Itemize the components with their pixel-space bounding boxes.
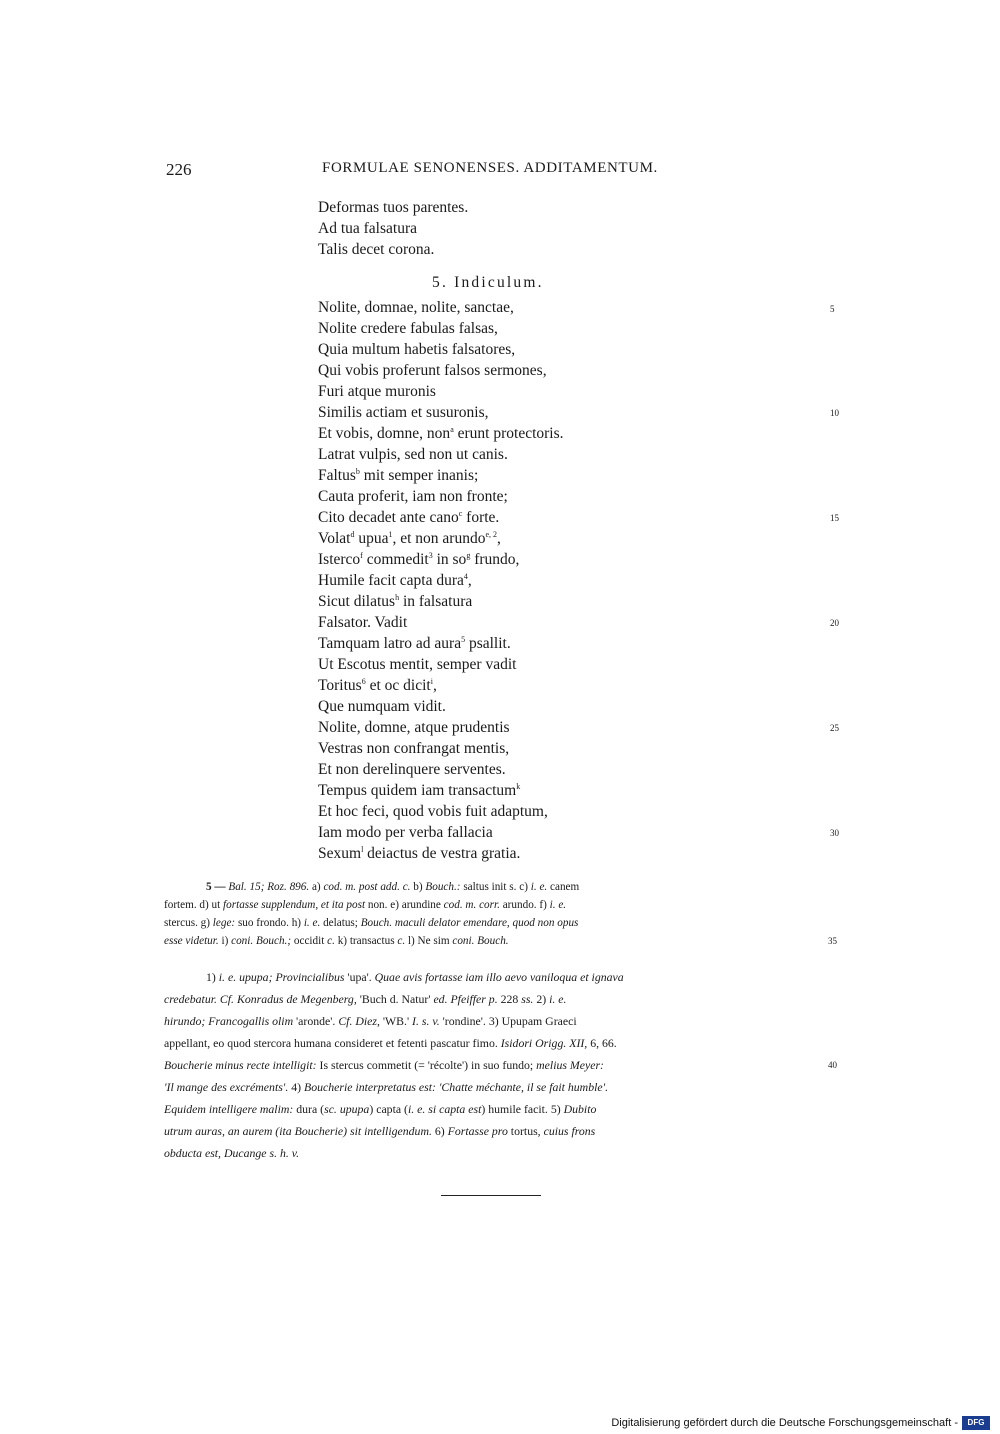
notes-text: 'WB.' [379, 1014, 413, 1028]
apparatus-line [206, 878, 579, 896]
poem-text: in so [432, 551, 467, 568]
apparatus-text: cod. m. corr. [443, 899, 500, 911]
poem-line: Latrat vulpis, sed non ut canis. [318, 446, 508, 463]
line-number: 5 [830, 304, 835, 314]
footnote-mark: a [450, 424, 454, 434]
poem-text: Volat [318, 530, 351, 547]
poem-line [318, 508, 499, 528]
notes-text: 4) [288, 1080, 305, 1094]
poem-line [318, 592, 472, 612]
running-head: FORMULAE SENONENSES. ADDITAMENTUM. [322, 160, 658, 176]
poem-text: Toritus [318, 677, 362, 694]
apparatus-text: cod. m. post add. c. [323, 881, 411, 893]
footnote-mark: 5 [461, 634, 466, 644]
line-number: 15 [830, 513, 839, 523]
poem-text: , [497, 530, 501, 547]
apparatus-text: i) [218, 935, 232, 947]
poem-text: frundo, [470, 551, 520, 568]
poem-line: Iam modo per verba fallacia [318, 824, 493, 841]
poem-intro-line: Ad tua falsatura [318, 220, 417, 237]
notes-line [164, 1056, 604, 1074]
apparatus-text: Bal. 15; Roz. 896. [228, 881, 310, 893]
poem-text: mit semper inanis; [359, 467, 479, 484]
notes-text: Cf. Diez, [338, 1014, 380, 1028]
poem-line [318, 781, 520, 801]
apparatus-text: esse videtur. [164, 935, 219, 947]
notes-text: 6) [431, 1124, 448, 1138]
footnote-mark: g [466, 550, 471, 560]
notes-text: ) humile facit. 5) [481, 1102, 564, 1116]
poem-text: erunt protectoris. [453, 425, 564, 442]
footnote-mark: l [361, 844, 364, 854]
notes-line [164, 1144, 299, 1162]
notes-text: Dubito [563, 1102, 597, 1116]
poem-line [318, 550, 519, 570]
poem-text: , et non arundo [392, 530, 486, 547]
apparatus-text: i. e. [530, 881, 548, 893]
notes-text: 228 [497, 992, 522, 1006]
apparatus-text: canem [547, 881, 580, 893]
poem-text: , [467, 572, 472, 589]
poem-line: Nolite credere fabulas falsas, [318, 320, 498, 337]
footer-credit: Digitalisierung gefördert durch die Deutsche Forschungsgemeinschaft - [611, 1417, 958, 1429]
footnote-mark: 4 [463, 571, 468, 581]
notes-text: credebatur. Cf. Konradus de Megenberg, [164, 992, 357, 1006]
footnote-mark: c [458, 508, 463, 518]
footnote-mark: 6 [361, 676, 366, 686]
apparatus-text: fortem. d) ut [164, 899, 224, 911]
poem-text: Sicut dilatus [318, 593, 396, 610]
notes-line [164, 1122, 595, 1140]
poem-text: Tempus quidem iam transactum [318, 782, 517, 799]
notes-text: 6, 66. [587, 1036, 617, 1050]
poem-text: Tamquam latro ad aura [318, 635, 462, 652]
notes-text: i. e. si capta est [407, 1102, 482, 1116]
footnote-mark: d [350, 529, 355, 539]
notes-text: Isidori Origg. XII, [500, 1036, 588, 1050]
poem-text: forte. [462, 509, 500, 526]
apparatus-line-number: 35 [828, 936, 837, 946]
notes-text: Boucherie interpretatus est: [304, 1080, 436, 1094]
poem-line [318, 424, 564, 444]
apparatus-text: c. [397, 935, 406, 947]
poem-text: Isterco [318, 551, 361, 568]
apparatus-text: c. [327, 935, 335, 947]
apparatus-text: saltus init s. c) [460, 881, 531, 893]
apparatus-text: Bouch. maculi delator emendare, quod non opus [360, 917, 579, 929]
notes-text: Quae avis fortasse iam illo aevo vaniloqua et ignava [374, 970, 624, 984]
notes-text: utrum auras, an aurem (ita Boucherie) sit intelligendum. [164, 1124, 432, 1138]
apparatus-text: Bouch.: [425, 881, 461, 893]
apparatus-text: i. e. [549, 899, 567, 911]
poem-intro-line: Deformas tuos parentes. [318, 199, 469, 216]
poem-line: Et hoc feci, quod vobis fuit adaptum, [318, 803, 548, 820]
apparatus-text: k) transactus [334, 935, 398, 947]
poem-text: upua [354, 530, 389, 547]
apparatus-text: fortasse supplendum, et ita post [223, 899, 366, 911]
notes-text: 2) [533, 992, 550, 1006]
poem-text: deiactus de vestra gratia. [363, 845, 521, 862]
notes-text: 1) [206, 970, 219, 984]
line-number: 25 [830, 723, 839, 733]
notes-line-number: 40 [828, 1060, 837, 1070]
poem-line: Qui vobis proferunt falsos sermones, [318, 362, 547, 379]
notes-line [164, 1034, 617, 1052]
notes-text: 'Chatte méchante, il se fait humble'. [435, 1080, 609, 1094]
apparatus-text: coni. Bouch. [452, 935, 509, 947]
poem-line: Et non derelinquere serventes. [318, 761, 506, 778]
notes-text: Boucherie minus recte intelligit: [164, 1058, 317, 1072]
dfg-logo: DFG [962, 1416, 990, 1430]
poem-line: Quia multum habetis falsatores, [318, 341, 516, 358]
notes-text: cuius frons [543, 1124, 596, 1138]
footnote-mark: k [516, 781, 521, 791]
notes-text: i. e. upupa; Provincialibus [218, 970, 345, 984]
line-number: 30 [830, 828, 839, 838]
poem-text: psallit. [465, 635, 511, 652]
poem-line: Que numquam vidit. [318, 698, 446, 715]
apparatus-text: arundo. f) [499, 899, 550, 911]
notes-text: 'aronde'. [293, 1014, 339, 1028]
poem-text: Cito decadet ante cano [318, 509, 459, 526]
notes-text: 'rondine'. 3) Upupam Graeci [439, 1014, 577, 1028]
footnote-mark: 3 [428, 550, 433, 560]
apparatus-text: non. e) arundine [365, 899, 444, 911]
notes-text: I. s. v. [412, 1014, 440, 1028]
notes-text: Fortasse pro [447, 1124, 508, 1138]
apparatus-text: i. e. [303, 917, 321, 929]
apparatus-text: a) [309, 881, 324, 893]
notes-text: obducta est, Ducange s. h. v. [164, 1146, 300, 1160]
notes-text: ss. [521, 992, 534, 1006]
line-number: 10 [830, 408, 839, 418]
notes-text: hirundo; Francogallis olim [164, 1014, 294, 1028]
poem-text: Sexum [318, 845, 362, 862]
notes-text: 'upa'. [344, 970, 375, 984]
notes-text: dura ( [293, 1102, 325, 1116]
poem-line: Ut Escotus mentit, semper vadit [318, 656, 517, 673]
notes-text: 'Il mange des excréments'. [164, 1080, 289, 1094]
poem-text: Humile facit capta dura [318, 572, 464, 589]
apparatus-text: l) Ne sim [405, 935, 453, 947]
poem-text: , [432, 677, 437, 694]
poem-line: Vestras non confrangat mentis, [318, 740, 510, 757]
apparatus-text: delatus; [320, 917, 361, 929]
apparatus-text: coni. Bouch.; [231, 935, 292, 947]
footnote-mark: b [355, 466, 360, 476]
notes-text: tortus, [507, 1124, 544, 1138]
notes-line [164, 1100, 596, 1118]
line-number: 20 [830, 618, 839, 628]
apparatus-line [164, 896, 566, 914]
poem-line [318, 676, 437, 696]
apparatus-text: occidit [291, 935, 328, 947]
poem-line [318, 634, 511, 654]
notes-text: melius Meyer: [536, 1058, 604, 1072]
poem-line: Nolite, domnae, nolite, sanctae, [318, 299, 514, 316]
apparatus-line [164, 932, 509, 950]
poem-line: Nolite, domne, atque prudentis [318, 719, 510, 736]
apparatus-text: 5 — [206, 881, 229, 893]
page-number: 226 [166, 160, 192, 179]
apparatus-line [164, 914, 578, 932]
apparatus-text: suo frondo. h) [235, 917, 304, 929]
notes-text: sc. upupa [324, 1102, 370, 1116]
notes-text: Is stercus commetit (= 'récolte') in suo fundo; [316, 1058, 537, 1072]
poem-text: et oc dicit [365, 677, 431, 694]
notes-text: i. e. [549, 992, 567, 1006]
notes-line [206, 968, 624, 986]
footnote-mark: e, 2 [485, 529, 498, 539]
notes-text: Equidem intelligere malim: [164, 1102, 294, 1116]
footnote-mark: h [395, 592, 400, 602]
poem-line: Cauta proferit, iam non fronte; [318, 488, 508, 505]
poem-intro-line: Talis decet corona. [318, 241, 435, 258]
apparatus-text: lege: [212, 917, 236, 929]
poem-line [318, 466, 478, 486]
notes-text: ed. Pfeiffer p. [433, 992, 498, 1006]
poem-line [318, 844, 520, 864]
footnote-mark: i [430, 676, 433, 686]
poem-line: Falsator. Vadit [318, 614, 408, 631]
poem-line [318, 529, 501, 549]
notes-text: appellant, eo quod stercora humana consideret et fetenti pascatur fimo. [164, 1036, 501, 1050]
apparatus-text: b) [410, 881, 426, 893]
poem-text: Et vobis, domne, non [318, 425, 451, 442]
poem-text: commedit [362, 551, 429, 568]
notes-line [164, 1012, 577, 1030]
end-rule [441, 1195, 541, 1196]
notes-line [164, 1078, 608, 1096]
notes-text: ) capta ( [369, 1102, 408, 1116]
poem-line: Similis actiam et susuronis, [318, 404, 489, 421]
footnote-mark: f [360, 550, 363, 560]
footnote-mark: 1 [388, 529, 393, 539]
apparatus-text: stercus. g) [164, 917, 213, 929]
poem-line [318, 571, 472, 591]
poem-line: Furi atque muronis [318, 383, 436, 400]
notes-text: 'Buch d. Natur' [356, 992, 434, 1006]
poem-text: in falsatura [399, 593, 473, 610]
section-title: 5. Indiculum. [432, 274, 544, 291]
poem-text: Faltus [318, 467, 356, 484]
notes-line [164, 990, 567, 1008]
